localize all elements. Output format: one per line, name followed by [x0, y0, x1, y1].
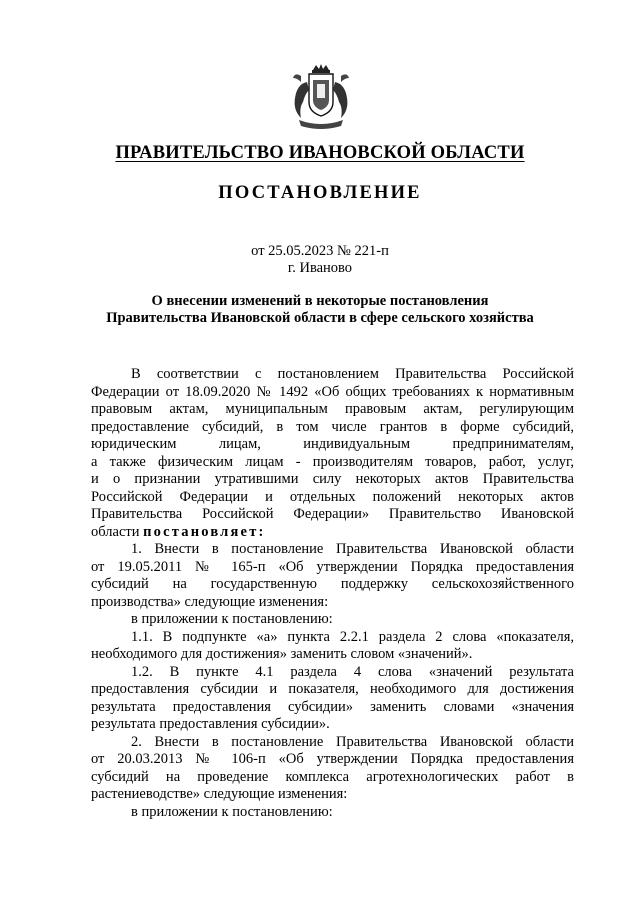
body-line: юридическим лицам, индивидуальным предпринимателям,: [91, 436, 574, 452]
body-line: Правительства Российской Федерации» Правительство Ивановской: [91, 506, 574, 522]
body-line: [91, 524, 574, 542]
city: г. Иваново: [287, 260, 353, 276]
body-line: в приложении к постановлению:: [131, 611, 333, 627]
body-line: необходимого для достижения» заменить словом «значений».: [91, 646, 473, 662]
body-line: производства» следующие изменения:: [91, 593, 329, 610]
body-line: предоставления субсидии и показателя, необходимого для достижения: [91, 681, 574, 697]
body-line: 1.2. В пункте 4.1 раздела 4 слова «значений результата: [131, 663, 574, 680]
body-line: правовым актам, муниципальным правовым актам, регулирующим: [91, 401, 574, 417]
coat-of-arms-emblem: [287, 62, 355, 134]
body-line: от 19.05.2011 № 165-п «Об утверждении Порядка предоставления: [91, 558, 574, 575]
subject-line: О внесении изменений в некоторые постановления: [151, 293, 489, 309]
body-line: от 20.03.2013 № 106-п «Об утверждении Порядка предоставления: [91, 751, 574, 767]
body-line: Федерации от 18.09.2020 № 1492 «Об общих требованиях к нормативным: [91, 383, 574, 400]
body-line: растениеводстве» следующие изменения:: [91, 786, 348, 802]
body-line: в приложении к постановлению:: [131, 803, 333, 820]
document-body: [91, 366, 574, 821]
resolves-keyword: постановляет:: [143, 523, 266, 540]
body-line: и о признании утратившими силу некоторых актов Правительства: [91, 471, 574, 487]
date-and-number: от 25.05.2023 № 221-п: [251, 243, 389, 259]
body-line: 2. Внести в постановление Правительства Ивановской области: [131, 733, 574, 750]
body-line: 1.1. В подпункте «а» пункта 2.2.1 раздела 2 слова «показателя,: [131, 628, 574, 645]
government-title: ПРАВИТЕЛЬСТВО ИВАНОВСКОЙ ОБЛАСТИ: [115, 143, 525, 163]
body-line: результата предоставления субсидии».: [91, 716, 330, 732]
body-line: 1. Внести в постановление Правительства Ивановской области: [131, 541, 574, 557]
body-line: а также физическим лицам - производителям товаров, работ, услуг,: [91, 453, 574, 470]
subject-line: Правительства Ивановской области в сфере сельского хозяйства: [106, 310, 534, 326]
body-line: В соответствии с постановлением Правительства Российской: [131, 366, 574, 382]
document-type: ПОСТАНОВЛЕНИЕ: [218, 183, 422, 203]
document-subject: [100, 293, 540, 327]
body-line: предоставление субсидий, в том числе грантов в форме субсидий,: [91, 418, 574, 435]
body-line: результата предоставления субсидии» заменить словами «значения: [91, 698, 574, 715]
body-text: области: [91, 523, 144, 540]
body-line: субсидий на государственную поддержку сельскохозяйственного: [91, 576, 574, 592]
body-line: Российской Федерации и отдельных положений некоторых актов: [91, 488, 574, 505]
body-line: субсидий на проведение комплекса агротехнологических работ в: [91, 768, 574, 785]
